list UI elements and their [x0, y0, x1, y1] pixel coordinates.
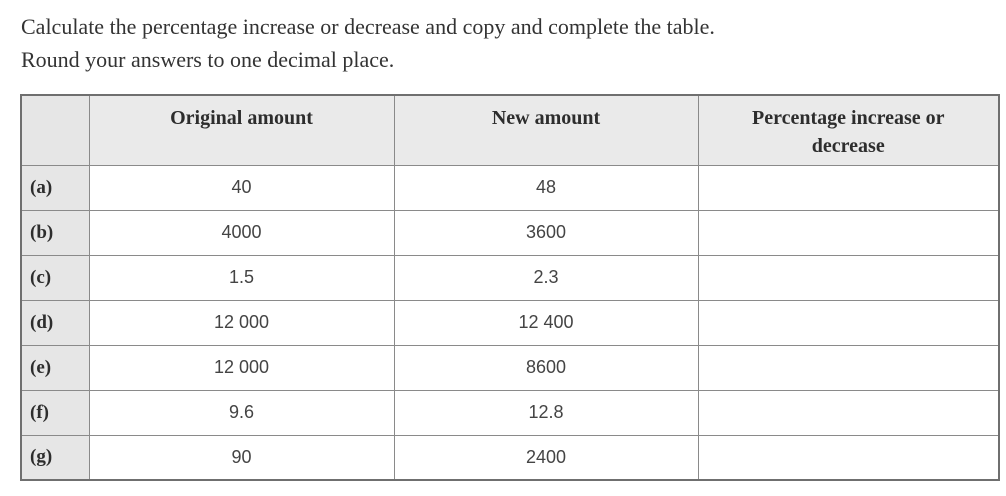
table-row: [21, 165, 999, 210]
new-amount-cell: 2.3: [394, 255, 698, 300]
header-label-cell: [21, 95, 89, 165]
row-label: (g): [21, 435, 89, 480]
table-row: [21, 345, 999, 390]
new-amount-cell: 12 400: [394, 300, 698, 345]
row-label: (f): [21, 390, 89, 435]
answer-cell: [698, 255, 999, 300]
table-row: [21, 390, 999, 435]
new-amount-cell: 3600: [394, 210, 698, 255]
instructions: [21, 10, 715, 76]
row-label: (e): [21, 345, 89, 390]
row-label: (d): [21, 300, 89, 345]
answer-cell: [698, 435, 999, 480]
table-row: [21, 255, 999, 300]
original-amount-cell: 4000: [89, 210, 394, 255]
new-amount-cell: 8600: [394, 345, 698, 390]
original-amount-cell: 1.5: [89, 255, 394, 300]
new-amount-cell: 2400: [394, 435, 698, 480]
header-original-amount: Original amount: [89, 95, 394, 165]
table-row: [21, 435, 999, 480]
original-amount-cell: 12 000: [89, 345, 394, 390]
table-row: [21, 300, 999, 345]
original-amount-cell: 12 000: [89, 300, 394, 345]
instruction-line-2: Round your answers to one decimal place.: [21, 47, 395, 72]
original-amount-cell: 9.6: [89, 390, 394, 435]
answer-cell: [698, 390, 999, 435]
answer-cell: [698, 210, 999, 255]
answer-cell: [698, 165, 999, 210]
row-label: (a): [21, 165, 89, 210]
answer-cell: [698, 300, 999, 345]
header-new-amount: New amount: [394, 95, 698, 165]
original-amount-cell: 90: [89, 435, 394, 480]
new-amount-cell: 48: [394, 165, 698, 210]
original-amount-cell: 40: [89, 165, 394, 210]
header-row: [21, 95, 999, 165]
new-amount-cell: 12.8: [394, 390, 698, 435]
answer-cell: [698, 345, 999, 390]
header-percentage-change: [698, 95, 999, 165]
header-percentage-line-1: Percentage increase or: [751, 107, 945, 129]
percentage-table: [20, 94, 1000, 481]
header-percentage-line-2: decrease: [811, 135, 885, 157]
row-label: (b): [21, 210, 89, 255]
table-row: [21, 210, 999, 255]
row-label: (c): [21, 255, 89, 300]
instruction-line-1: Calculate the percentage increase or decrease and copy and complete the table.: [21, 14, 715, 39]
